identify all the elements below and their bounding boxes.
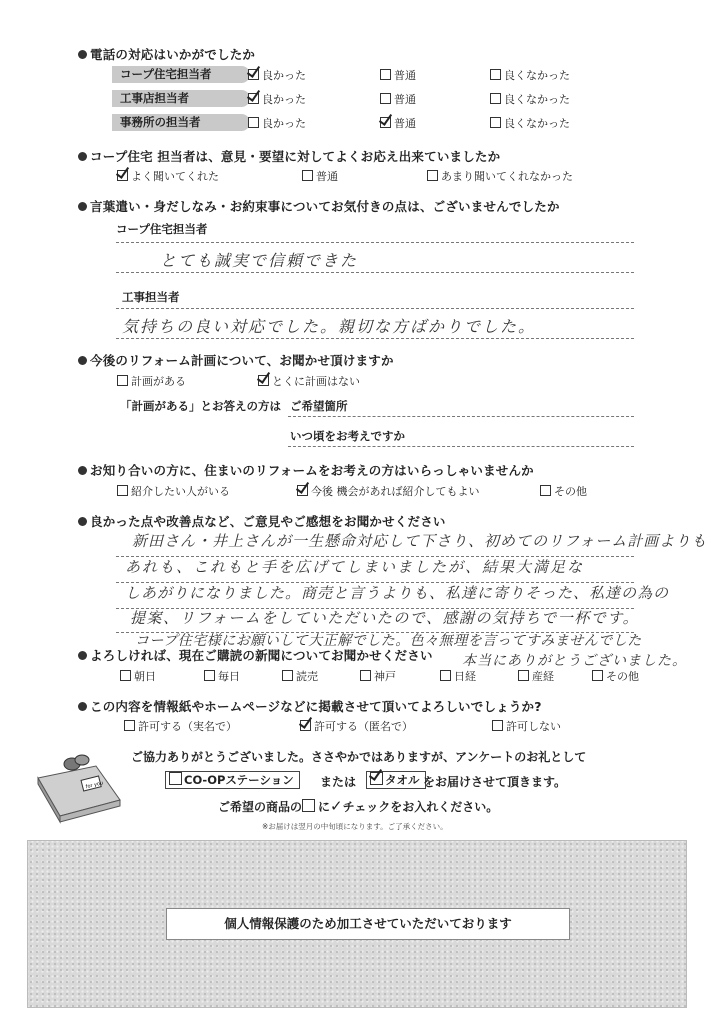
q7-opt-asahi[interactable]: 朝日 bbox=[120, 668, 156, 684]
divider bbox=[116, 308, 634, 309]
bullet-icon bbox=[78, 466, 87, 475]
q4-title: 今後のリフォーム計画について、お聞かせ頂けますか bbox=[78, 351, 394, 369]
gift-or: または bbox=[320, 775, 357, 789]
q4-place-label: ご希望箇所 bbox=[290, 399, 348, 413]
q1-row2-opt1[interactable]: 良かった bbox=[248, 91, 306, 107]
check-mark-icon: ✓ bbox=[330, 797, 343, 815]
q4-opt2[interactable]: とくに計画はない bbox=[258, 373, 360, 389]
gift-option-towel[interactable]: タオル bbox=[366, 771, 426, 789]
q1-row3-label: 事務所の担当者 bbox=[112, 114, 250, 131]
q1-row2-opt3[interactable]: 良くなかった bbox=[490, 91, 570, 107]
q7-opt-other[interactable]: その他 bbox=[592, 668, 639, 684]
bullet-icon bbox=[78, 517, 87, 526]
q1-row3-opt2[interactable]: 普通 bbox=[380, 115, 416, 131]
q3-coop-answer: とても誠実で信頼できた bbox=[160, 251, 359, 270]
q6-line-6: 本当にありがとうございました。 bbox=[462, 653, 687, 669]
gift-note: ※お届けは翌月の中旬頃になります。ご了承ください。 bbox=[262, 822, 448, 831]
privacy-note: 個人情報保護のため加工させていただいております bbox=[166, 908, 570, 940]
q5-title: お知り合いの方に、住まいのリフォームをお考えの方はいらっしゃいませんか bbox=[78, 461, 534, 479]
q1-title: 電話の対応はいかがでしたか bbox=[78, 45, 255, 63]
q1-row1-label: コープ住宅担当者 bbox=[112, 66, 250, 83]
gift-option-coop[interactable]: CO-OPステーション bbox=[165, 771, 300, 789]
q7-opt-mainichi[interactable]: 毎日 bbox=[204, 668, 240, 684]
q4-opt1[interactable]: 計画がある bbox=[117, 373, 186, 389]
q4-when-label: いつ頃をお考えですか bbox=[290, 429, 405, 443]
gift-book-icon bbox=[34, 748, 124, 826]
q5-opt3[interactable]: その他 bbox=[540, 483, 587, 499]
q8-opt2[interactable]: 許可する（匿名で） bbox=[300, 718, 413, 734]
q1-row1-opt3[interactable]: 良くなかった bbox=[490, 67, 570, 83]
q2-opt2[interactable]: 普通 bbox=[302, 168, 338, 184]
q8-title: この内容を情報紙やホームページなどに掲載させて頂いてよろしいでしょうか? bbox=[78, 697, 542, 715]
bullet-icon bbox=[78, 202, 87, 211]
q1-row3-opt1[interactable]: 良かった bbox=[248, 115, 306, 131]
q1-row2-opt2[interactable]: 普通 bbox=[380, 91, 416, 107]
q2-opt3[interactable]: あまり聞いてくれなかった bbox=[427, 168, 573, 184]
q7-opt-kobe[interactable]: 神戸 bbox=[360, 668, 396, 684]
q2-opt1[interactable]: よく聞いてくれた bbox=[117, 168, 219, 184]
bullet-icon bbox=[78, 152, 87, 161]
q5-opt2[interactable]: 今後 機会があれば紹介してもよい bbox=[297, 483, 480, 499]
q6-line-1: 新田さん・井上さんが一生懸命対応して下さり、初めてのリフォーム計画よりも bbox=[132, 532, 708, 550]
q3-coop-label: コープ住宅担当者 bbox=[116, 222, 208, 236]
bullet-icon bbox=[78, 702, 87, 711]
q3-builder-label: 工事担当者 bbox=[122, 290, 180, 304]
q4-followup-label: 「計画がある」とお答えの方は bbox=[120, 399, 281, 413]
bullet-icon bbox=[78, 356, 87, 365]
q1-row3-opt3[interactable]: 良くなかった bbox=[490, 115, 570, 131]
gift-thanks: ご協力ありがとうございました。ささやかではありますが、アンケートのお礼として bbox=[131, 750, 587, 764]
q6-line-5: コープ住宅様にお願いして大正解でした。色々無理を言ってすみませんでした bbox=[135, 633, 642, 649]
q1-row1-opt2[interactable]: 普通 bbox=[380, 67, 416, 83]
q8-opt1[interactable]: 許可する（実名で） bbox=[124, 718, 237, 734]
q5-opt1[interactable]: 紹介したい人がいる bbox=[117, 483, 230, 499]
q1-row1-opt1[interactable]: 良かった bbox=[248, 67, 306, 83]
bullet-icon bbox=[78, 50, 87, 59]
q7-opt-yomiuri[interactable]: 読売 bbox=[282, 668, 318, 684]
q2-title: コープ住宅 担当者は、意見・要望に対してよくお応え出来ていましたか bbox=[78, 147, 500, 165]
q3-builder-answer: 気持ちの良い対応でした。親切な方ばかりでした。 bbox=[122, 317, 537, 336]
q3-title: 言葉遣い・身だしなみ・お約束事についてお気付きの点は、ございませんでしたか bbox=[78, 197, 560, 215]
q7-opt-sankei[interactable]: 産経 bbox=[518, 668, 554, 684]
when-input-line[interactable] bbox=[288, 446, 634, 447]
q7-opt-nikkei[interactable]: 日経 bbox=[440, 668, 476, 684]
q1-row2-label: 工事店担当者 bbox=[112, 90, 250, 107]
q6-line-3: しあがりになりました。商売と言うよりも、私達に寄りそった、私達の為の bbox=[125, 584, 670, 602]
q6-line-2: あれも、これもと手を広げてしまいましたが、結果大満足な bbox=[125, 558, 585, 576]
divider bbox=[116, 242, 634, 243]
divider bbox=[116, 338, 634, 339]
gift-tag-text: for you bbox=[85, 780, 104, 791]
bullet-icon bbox=[78, 651, 87, 660]
divider bbox=[116, 272, 634, 273]
place-input-line[interactable] bbox=[288, 416, 634, 417]
q8-opt3[interactable]: 許可しない bbox=[492, 718, 561, 734]
q7-title: よろしければ、現在ご購読の新聞についてお聞かせください bbox=[78, 646, 433, 664]
q6-title: 良かった点や改善点など、ご意見やご感想をお聞かせください bbox=[78, 512, 446, 530]
q6-line-4: 提案、リフォームをしていただいたので、感謝の気持ちで一杯です。 bbox=[130, 609, 640, 627]
gift-suffix: をお届けさせて頂きます。 bbox=[423, 775, 567, 789]
gift-instruction: ご希望の商品の に✓チェックをお入れください。 bbox=[218, 797, 499, 815]
